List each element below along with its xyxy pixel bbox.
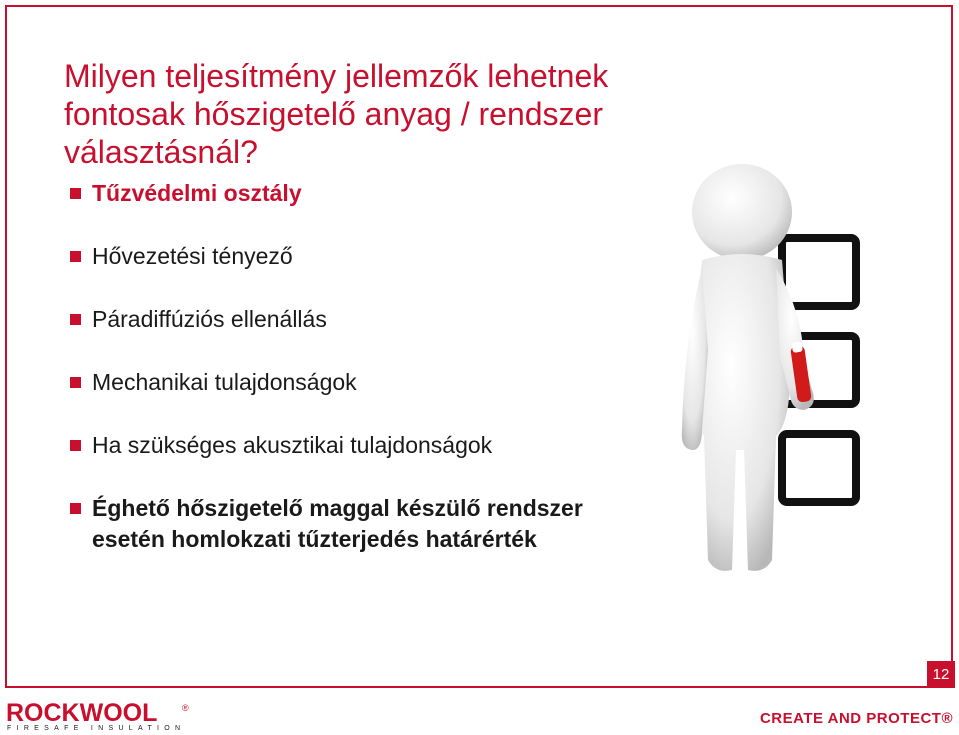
logo-registered-mark: ® <box>182 703 189 713</box>
page-number: 12 <box>927 661 955 688</box>
checkbox-icon <box>782 238 856 306</box>
slide-title: Milyen teljesítmény jellemzők lehetnek fontosak hőszigetelő anyag / rendszer választásnál? <box>64 58 609 170</box>
logo-subtitle: FIRESAFE INSULATION <box>7 725 186 732</box>
footer-tagline: CREATE AND PROTECT® <box>759 710 953 727</box>
bullet-item-vapour-resistance: Páradiffúziós ellenállás <box>70 304 650 334</box>
bullet-item-thermal-conductivity: Hővezetési tényező <box>70 241 650 271</box>
bullet-list <box>70 178 650 588</box>
checklist-figure-illustration <box>672 160 892 580</box>
bullet-item-facade-fire-spread: Éghető hőszigetelő maggal készülő rendszer esetén homlokzati tűzterjedés határérték <box>70 493 650 555</box>
figure-head-icon <box>692 164 792 260</box>
bullet-item-acoustic: Ha szükséges akusztikai tulajdonságok <box>70 430 650 460</box>
bullet-item-fire-class: Tűzvédelmi osztály <box>70 178 650 208</box>
figure-body-icon <box>692 254 790 571</box>
checkbox-icon <box>782 434 856 502</box>
rockwool-logo <box>6 700 190 733</box>
logo-wordmark: ROCKWOOL <box>6 699 158 727</box>
bullet-item-mechanical: Mechanikai tulajdonságok <box>70 367 650 397</box>
